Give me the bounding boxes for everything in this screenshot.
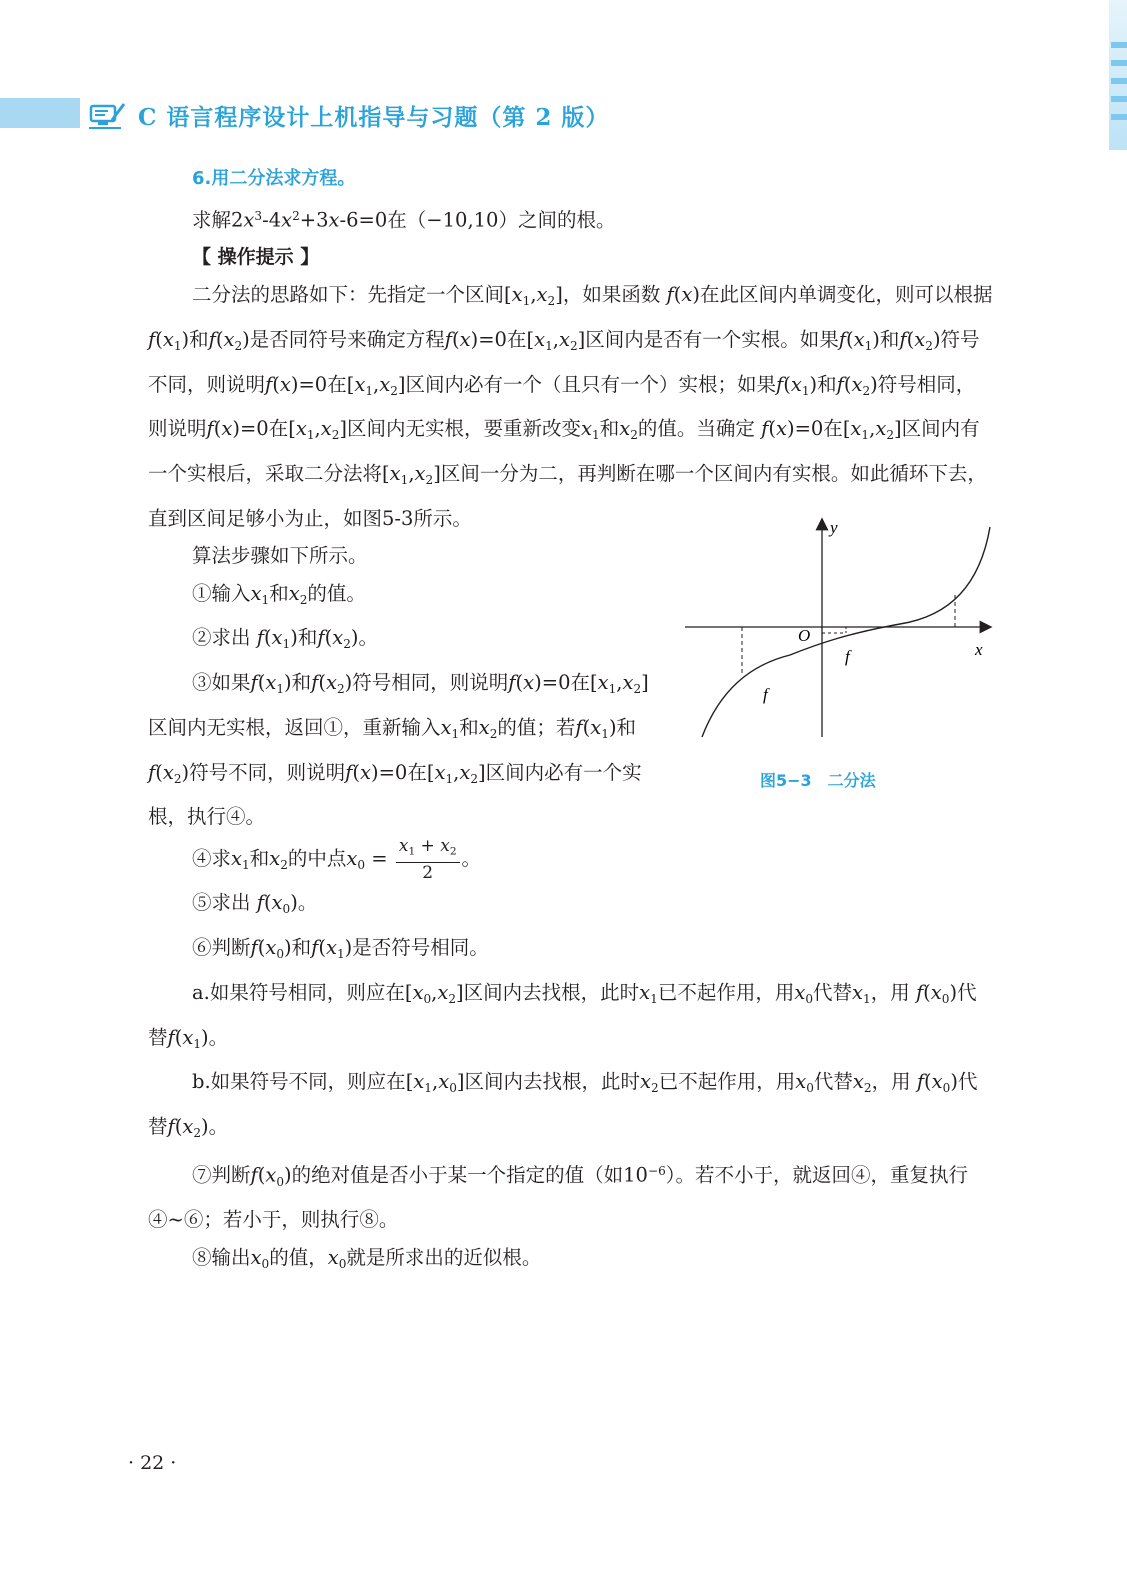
step-2: ②求出 $f(x_1)$和$f(x_2)$。	[192, 626, 378, 652]
step-4: ④求$x_1$和$x_2$的中点$x_0$ = $\frac{x_1 + x_2}{2}$ 。	[192, 835, 482, 883]
step-1: ①输入$x_1$和$x_2$的值。	[192, 581, 366, 607]
curve-label-left: f	[763, 685, 768, 704]
operation-tip-label: 【 操作提示 】	[192, 245, 320, 268]
figure-caption: 图5−3 二分法	[760, 771, 876, 790]
step-3: ③如果$f(x_1)$和$f(x_2)$符号相同，则说明f(x)=0在$[x_1,x_2]$区间内无实根，返回①，重新输入$x_1$和$x_2$的值；若$f(x_1)$和$f(x_2)$符号不同，则说明f(x)=0在$[x_1,x_2]$区间内必有一个实根，执行④。	[148, 671, 649, 829]
book-title: C 语言程序设计上机指导与习题（第 2 版）	[138, 103, 610, 131]
step-6b: b.如果符号不同，则应在$[x_1,x_0]$区间内去找根，此时$x_2$已不起作用，用$x_0$代替$x_2$，用 $f(x_0)$代替$f(x_2)$。	[148, 1070, 978, 1141]
computer-pen-icon	[88, 100, 126, 130]
step-8: ⑧输出$x_0$的值，$x_0$就是所求出的近似根。	[192, 1245, 542, 1271]
step-6: ⑥判断$f(x_0)$和$f(x_1)$是否符号相同。	[192, 936, 489, 962]
bisection-explanation: 二分法的思路如下：先指定一个区间$[x_1,x_2]$，如果函数 f(x)在此区间内单调变化，则可以根据$f(x_1)$和$f(x_2)$是否同符号来确定方程f(x)=0在$[x_1,x_2]$区间内是否有一个实根。如果$f(x_1)$和$f(x_2)$符号不同，则说明f(x)=0在$[x_1,x_2]$区间内必有一个（且只有一个）实根；如果$f(x_1)$和$f(x_2)$符号相同，则说明f(x)=0在$[x_1,x_2]$区间内无实根，要重新改变$x_1$和$x_2$的值。当确定 f(x)=0在$[x_1,x_2]$区间内有一个实根后，采取二分法将$[x_1,x_2]$区间一分为二，再判断在哪一个区间内有实根。如此循环下去，直到区间足够小为止，如图5-3所示。	[148, 283, 993, 530]
section-heading: 6.用二分法求方程。	[192, 168, 356, 189]
curve-label-right: f	[845, 647, 850, 666]
running-header	[88, 95, 609, 135]
problem-statement: 求解$2x^3-4x^2+3x-6=0$在（−10,10）之间的根。	[192, 208, 616, 232]
header-color-band	[0, 98, 80, 128]
page-number: · 22 ·	[128, 1452, 177, 1474]
edge-tab-strip	[1109, 0, 1127, 150]
y-axis-label: y	[830, 518, 838, 537]
algorithm-intro: 算法步骤如下所示。	[192, 544, 368, 568]
step-6a: a.如果符号相同，则应在$[x_0,x_2]$区间内去找根，此时$x_1$已不起作用，用$x_0$代替$x_1$，用 $f(x_0)$代替$f(x_1)$。	[148, 980, 977, 1051]
step-7: ⑦判断$f(x_0)$的绝对值是否小于某一个指定的值（如$10^{-6}$）。若不小于，就返回④，重复执行④~⑥；若小于，则执行⑧。	[148, 1163, 969, 1232]
step-5: ⑤求出 $f(x_0)$。	[192, 891, 318, 917]
midpoint-fraction: $\frac{x_1 + x_2}{2}$	[396, 836, 460, 883]
x-axis-label: x	[975, 640, 983, 659]
origin-label: O	[798, 626, 811, 645]
